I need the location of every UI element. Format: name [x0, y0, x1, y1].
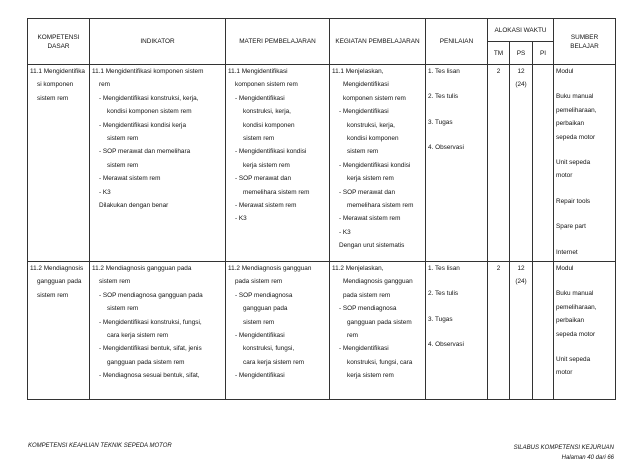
text-line: kondisi komponen	[347, 135, 399, 143]
text-line: 11.1 Mengidentifikasi	[228, 68, 288, 75]
text-line: sistem rem	[107, 135, 139, 143]
text-line: 11.1 Menjelaskan,	[332, 68, 384, 75]
text-line: - K3	[235, 215, 247, 223]
text-line: - Merawat sistem rem	[99, 175, 161, 183]
footer-program-title: KOMPETENSI KEAHLIAN TEKNIK SEPEDA MOTOR	[28, 443, 172, 449]
text-line: pemeliharaan,	[556, 106, 597, 114]
text-line: rem	[99, 81, 111, 89]
text-line: motor	[556, 172, 573, 180]
table-row	[28, 262, 616, 400]
text-line: sistem rem	[107, 305, 139, 313]
text-line: 1. Tes lisan	[428, 265, 460, 272]
text-line: memelihara sistem rem	[347, 202, 414, 210]
cell-materi	[226, 262, 330, 400]
text-line: kondisi komponen sistem rem	[107, 108, 192, 116]
text-line: rem	[347, 332, 359, 340]
text-line: Buku manual	[556, 93, 594, 101]
header-pi: PI	[533, 42, 554, 65]
text-line: 2. Tes tulis	[428, 290, 459, 298]
text-line: - SOP merawat dan memelihara	[99, 148, 191, 156]
text-line: - Mengidentifikasi	[339, 345, 389, 353]
cell-pi	[533, 262, 554, 400]
text-line: Dilakukan dengan benar	[99, 202, 169, 210]
text-line: gangguan pada sistem rem	[107, 358, 185, 366]
text-line: 11.1 Mengidentifika	[30, 68, 85, 75]
text-line: - Mengidentifikasi kondisi	[339, 161, 411, 169]
text-line: gangguan pada	[37, 278, 82, 286]
text-line: Modul	[556, 68, 574, 75]
cell-ps	[510, 262, 533, 400]
text-line: Mendiagnosis gangguan	[343, 278, 413, 286]
text-line: sistem rem	[37, 291, 69, 299]
text-line: 12	[517, 265, 525, 272]
text-line: - SOP mendiagnosa gangguan pada	[99, 291, 203, 299]
text-line: sistem rem	[243, 135, 275, 143]
text-line: - Merawat sistem rem	[339, 215, 401, 223]
text-line: - Mengidentifikasi konstruksi, fungsi,	[99, 318, 202, 326]
text-line: - Mengidentifikasi bentuk, sifat, jenis	[99, 345, 202, 353]
text-line: - Mengidentifikasi	[235, 372, 285, 380]
header-ps: PS	[510, 42, 533, 65]
text-line: Spare part	[556, 223, 586, 231]
text-line: konstruksi, kerja,	[347, 121, 395, 129]
text-line: - K3	[99, 188, 111, 196]
text-line: memelihara sistem rem	[243, 188, 310, 196]
text-line: konstruksi, fungsi, cara	[347, 358, 413, 366]
text-line: sistem rem	[347, 148, 379, 156]
text-line: pada sistem rem	[235, 278, 283, 286]
text-line: Dengan urut sistematis	[339, 242, 405, 250]
cell-sumber	[554, 262, 616, 400]
header-sumber: SUMBER BELAJAR	[554, 19, 616, 65]
text-line: gangguan pada sistem	[347, 318, 412, 326]
text-line: sistem rem	[243, 318, 275, 326]
text-line: sepeda motor	[556, 330, 596, 338]
text-line: 2. Tes tulis	[428, 93, 459, 101]
text-line: sistem rem	[107, 161, 139, 169]
text-line: kerja sistem rem	[243, 161, 290, 169]
text-line: - Mendiagnosa sesuai bentuk, sifat,	[99, 372, 200, 380]
cell-indikator	[90, 65, 226, 262]
cell-ps	[510, 65, 533, 262]
header-alokasi-waktu: ALOKASI WAKTU	[488, 19, 554, 42]
cell-tm	[488, 65, 510, 262]
text-line: 1. Tes lisan	[428, 68, 460, 75]
cell-pi	[533, 65, 554, 262]
header-tm: TM	[488, 42, 510, 65]
text-line: sistem rem	[99, 278, 131, 286]
footer-document-info	[514, 443, 614, 463]
text-line: - SOP merawat dan	[339, 188, 396, 196]
text-line: - Mengidentifikasi kondisi kerja	[99, 121, 187, 129]
text-line: - K3	[339, 228, 351, 236]
text-line: si komponen	[37, 81, 74, 89]
text-line: - Mengidentifikasi	[235, 94, 285, 102]
text-line: 3. Tugas	[428, 118, 453, 126]
table-row	[28, 65, 616, 262]
text-line: 2	[496, 68, 501, 75]
text-line: Modul	[556, 265, 574, 272]
text-line: - SOP merawat dan	[235, 175, 292, 183]
text-line: kondisi komponen	[243, 121, 295, 129]
text-line: 11.2 Mendiagnosis gangguan	[228, 265, 312, 272]
text-line: sistem rem	[37, 94, 69, 102]
cell-sumber	[554, 65, 616, 262]
header-penilaian: PENILAIAN	[426, 19, 488, 65]
text-line: (24)	[515, 278, 527, 286]
text-line: - Mengidentifikasi konstruksi, kerja,	[99, 94, 199, 102]
syllabus-table	[27, 18, 616, 400]
text-line: motor	[556, 369, 573, 377]
text-line: (24)	[515, 81, 527, 89]
text-line: Mengidentifikasi	[343, 81, 389, 89]
text-line: 11.2 Mendiagnosis gangguan pada	[92, 265, 192, 272]
text-line: 4. Observasi	[428, 144, 464, 152]
text-line: 3. Tugas	[428, 315, 453, 323]
cell-indikator	[90, 262, 226, 400]
text-line: pada sistem rem	[343, 291, 391, 299]
text-line: pemeliharaan,	[556, 303, 597, 311]
text-line: 4. Observasi	[428, 341, 464, 349]
cell-kompetensi	[28, 262, 90, 400]
text-line: Unit sepeda	[556, 356, 591, 364]
text-line: perbaikan	[556, 120, 585, 128]
text-line: gangguan pada	[243, 305, 288, 313]
header-indikator: INDIKATOR	[90, 19, 226, 65]
text-line: - SOP mendiagnosa	[235, 291, 293, 299]
cell-kompetensi	[28, 65, 90, 262]
text-line: konstruksi, fungsi,	[243, 345, 295, 353]
cell-penilaian	[426, 65, 488, 262]
text-line: Internet	[556, 248, 578, 256]
text-line: konstruksi, kerja,	[243, 108, 291, 116]
text-line: cara kerja sistem rem	[107, 332, 169, 340]
text-line: sepeda motor	[556, 133, 596, 141]
header-materi: MATERI PEMBELAJARAN	[226, 19, 330, 65]
text-line: - SOP mendiagnosa	[339, 305, 397, 313]
text-line: perbaikan	[556, 317, 585, 325]
text-line: 12	[517, 68, 525, 75]
text-line: kerja sistem rem	[347, 372, 394, 380]
text-line: cara kerja sistem rem	[243, 358, 305, 366]
text-line: 11.2 Mendiagnosis	[30, 265, 84, 272]
text-line: - Mengidentifikasi kondisi	[235, 148, 307, 156]
text-line: Buku manual	[556, 290, 594, 298]
text-line: - Mengidentifikasi	[235, 332, 285, 340]
text-line: komponen sistem rem	[343, 94, 406, 102]
cell-kegiatan	[330, 65, 426, 262]
cell-materi	[226, 65, 330, 262]
cell-tm	[488, 262, 510, 400]
text-line: - Merawat sistem rem	[235, 202, 297, 210]
text-line: komponen sistem rem	[235, 81, 298, 89]
text-line: - Mengidentifikasi	[339, 108, 389, 116]
text-line: Unit sepeda	[556, 159, 591, 167]
cell-kegiatan	[330, 262, 426, 400]
text-line: 11.1 Mengidentifikasi komponen sistem	[92, 68, 204, 75]
page-number: Halaman 40 dari 66	[561, 455, 614, 461]
text-line: Repair tools	[556, 197, 591, 205]
text-line: 2	[496, 265, 501, 272]
cell-penilaian	[426, 262, 488, 400]
footer-document-title: SILABUS KOMPETENSI KEJURUAN	[513, 445, 614, 451]
text-line: kerja sistem rem	[347, 175, 394, 183]
header-kompetensi: KOMPETENSI DASAR	[28, 19, 90, 65]
header-kegiatan: KEGIATAN PEMBELAJARAN	[330, 19, 426, 65]
text-line: 11.2 Menjelaskan,	[332, 265, 384, 272]
